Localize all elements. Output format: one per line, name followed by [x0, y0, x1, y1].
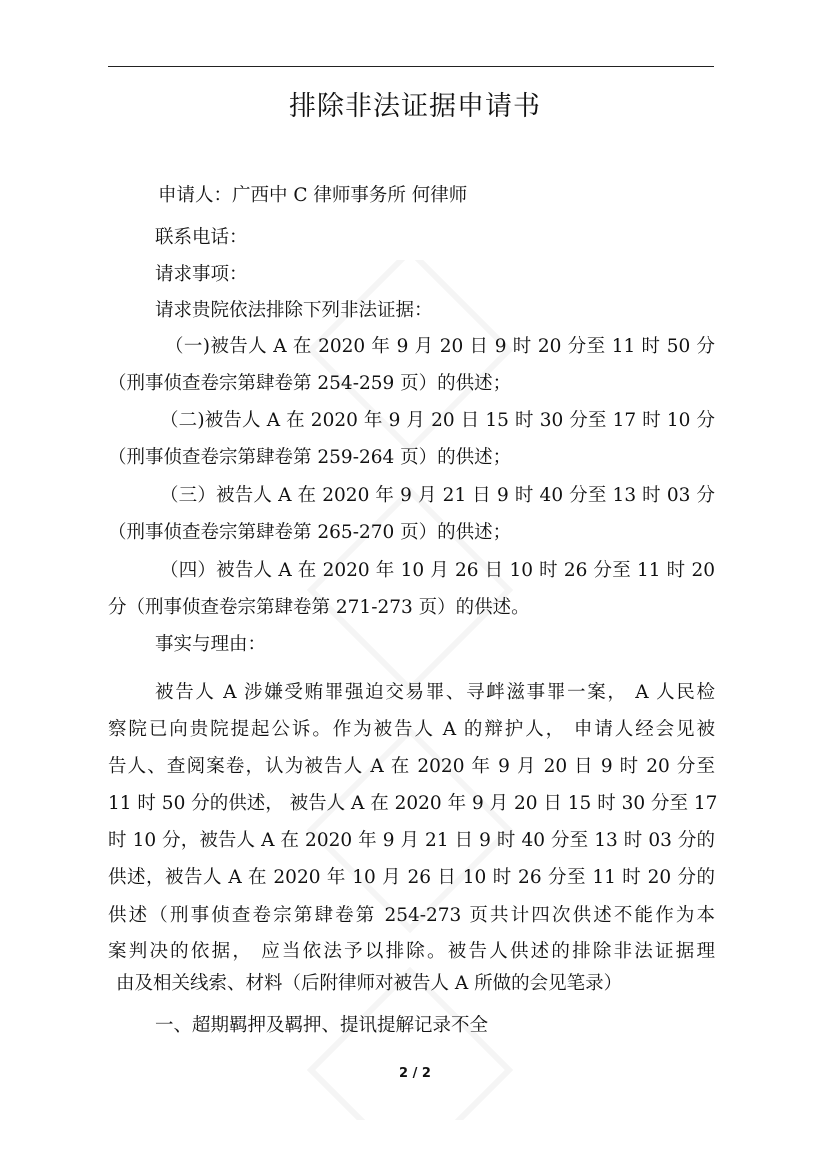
- reasons-paragraph-line-5: 时 10 分，被告人 A 在 2020 年 9 月 21 日 9 时 40 分至 13 时 03 分的: [108, 830, 715, 851]
- header-rule: [108, 66, 714, 67]
- reasons-paragraph-line-4: 11 时 50 分的供述， 被告人 A 在 2020 年 9 月 20 日 15 时 30 分至 17: [108, 793, 718, 814]
- applicant-line: 申请人：广西中 C 律师事务所 何律师: [158, 185, 468, 206]
- evidence-item-1-line-1: （一)被告人 A 在 2020 年 9 月 20 日 9 时 20 分至 11 时 50 分: [165, 336, 715, 357]
- evidence-item-4-line-2: 分（刑事侦查卷宗第肆卷第 271-273 页）的供述。: [108, 597, 530, 618]
- evidence-item-4-line-1: （四）被告人 A 在 2020 年 10 月 26 日 10 时 26 分至 11 时 20: [160, 560, 715, 581]
- request-heading: 请求事项：: [155, 264, 248, 285]
- document-title: 排除非法证据申请书: [289, 91, 541, 122]
- reasons-paragraph-line-6: 供述，被告人 A 在 2020 年 10 月 26 日 10 时 26 分至 11 时 20 分的: [108, 867, 715, 888]
- reasons-paragraph-line-1: 被告人 A 涉嫌受贿罪强迫交易罪、寻衅滋事罪一案， A 人民检: [155, 682, 715, 703]
- evidence-item-3-line-2: （刑事侦查卷宗第肆卷第 265-270 页）的供述；: [108, 522, 512, 543]
- evidence-item-2-line-2: （刑事侦查卷宗第肆卷第 259-264 页）的供述；: [108, 447, 512, 468]
- reasons-heading: 事实与理由：: [155, 634, 267, 655]
- request-intro: 请求贵院依法排除下列非法证据：: [155, 300, 433, 321]
- reasons-paragraph-line-2: 察院已向贵院提起公诉。作为被告人 A 的辩护人， 申请人经会见被: [108, 719, 715, 740]
- evidence-item-3-line-1: （三）被告人 A 在 2020 年 9 月 21 日 9 时 40 分至 13 时 03 分: [160, 485, 715, 506]
- reasons-paragraph-line-3: 告人、查阅案卷，认为被告人 A 在 2020 年 9 月 20 日 9 时 20 分至: [108, 756, 715, 777]
- reasons-paragraph-line-7: 供述（刑事侦查卷宗第肆卷第 254-273 页共计四次供述不能作为本: [108, 905, 715, 926]
- evidence-item-1-line-2: （刑事侦查卷宗第肆卷第 254-259 页）的供述；: [108, 373, 512, 394]
- phone-line: 联系电话：: [155, 227, 248, 248]
- reasons-paragraph-line-8: 案判决的依据， 应当依法予以排除。被告人供述的排除非法证据理: [108, 941, 715, 962]
- section-heading-1: 一、超期羁押及羁押、提讯提解记录不全: [155, 1015, 489, 1036]
- page-number: 2 / 2: [399, 1066, 431, 1081]
- evidence-item-2-line-1: （二)被告人 A 在 2020 年 9 月 20 日 15 时 30 分至 17 时 10 分: [160, 410, 715, 431]
- reasons-paragraph-line-9: 由及相关线索、材料（后附律师对被告人 A 所做的会见笔录）: [116, 973, 623, 994]
